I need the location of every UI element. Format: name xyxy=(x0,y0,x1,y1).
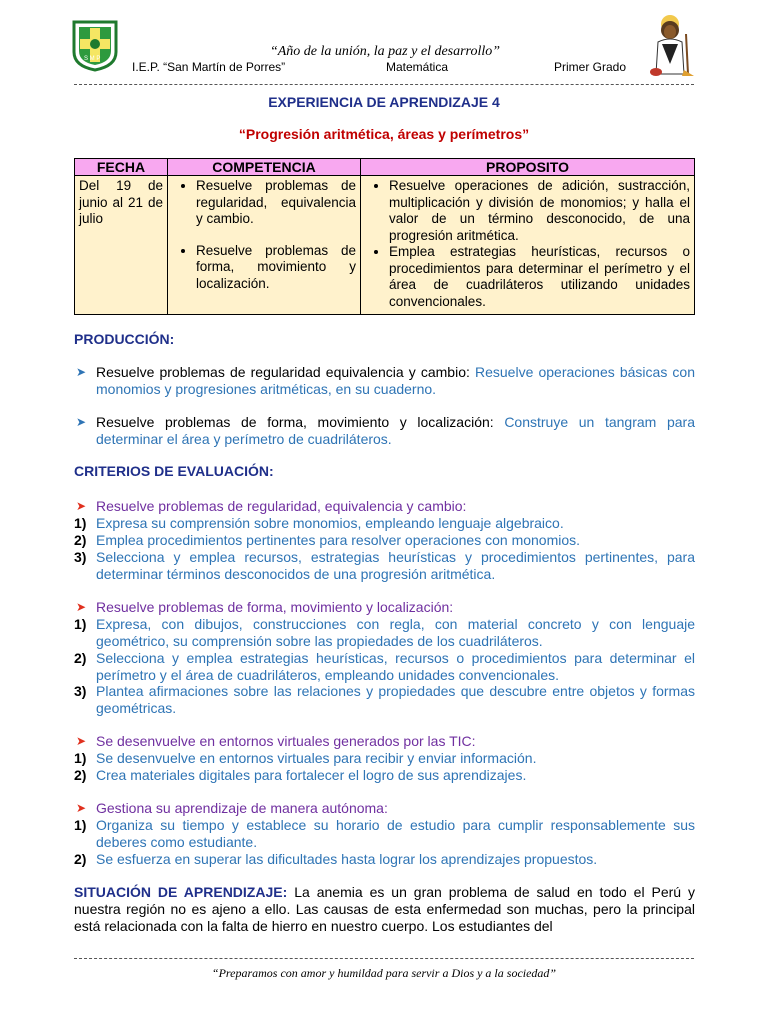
proposito-item: • Resuelve operaciones de adición, sustracción, multiplicación y división de monomios; y halla el valor de un término desconocido, de una progresión aritmética. xyxy=(389,178,690,244)
produccion-lead: Resuelve problemas de regularidad equivalencia y cambio: xyxy=(96,364,475,380)
criterio-item: 3) Plantea afirmaciones sobre las relaciones y propiedades que descubre entre objetos y formas geométricas. xyxy=(74,683,695,716)
page-subtitle: “Progresión aritmética, áreas y perímetros” xyxy=(238,126,530,142)
criterio-item: 1) Expresa, con dibujos, construcciones con regla, con material concreto y con lenguaje geométrico, su comprensión sobre las propiedades de los cuadriláteros. xyxy=(74,616,695,649)
header-divider xyxy=(74,84,694,85)
criterio-item: 2) Crea materiales digitales para fortalecer el logro de sus aprendizajes. xyxy=(74,767,527,783)
header-proposito: PROPOSITO xyxy=(361,159,695,176)
criterio-group-title: ➤ Se desenvuelve en entornos virtuales generados por las TIC: xyxy=(76,733,476,749)
produccion-lead: Resuelve problemas de forma, movimiento y localización: xyxy=(96,414,505,430)
criterio-item: 2) Selecciona y emplea estrategias heurísticas, recursos o procedimientos para determinar el perímetro y el área de cuadriláteros, empleando unidades convencionales. xyxy=(74,650,695,683)
plan-table xyxy=(74,158,695,315)
arrow-bullet-icon: ➤ xyxy=(76,734,87,748)
produccion-heading: PRODUCCIÓN: xyxy=(74,331,175,347)
criterio-group-title: ➤ Resuelve problemas de forma, movimiento y localización: xyxy=(76,599,454,615)
table-row xyxy=(75,176,695,315)
produccion-item xyxy=(74,364,695,398)
footer-motto: “Preparamos con amor y humildad para servir a Dios y a la sociedad” xyxy=(211,966,557,980)
arrow-bullet-icon: ➤ xyxy=(76,415,87,429)
year-motto: “Año de la unión, la paz y el desarrollo” xyxy=(269,44,501,59)
situacion-paragraph xyxy=(74,884,695,935)
produccion-detail: Resuelve operaciones básicas con monomios y progresiones aritméticas, en su cuaderno. xyxy=(96,364,695,397)
competencia-cell xyxy=(168,176,361,315)
criterio-item: 1) Se desenvuelve en entornos virtuales para recibir y enviar información. xyxy=(74,750,537,766)
header-competencia: COMPETENCIA xyxy=(168,159,361,176)
criterio-item: 3) Selecciona y emplea recursos, estrategias heurísticas y procedimientos pertinentes, para determinar términos desconocidos de una progresión aritmética. xyxy=(74,549,695,582)
subject-name: Matemática xyxy=(386,60,449,74)
criterio-item: 1) Organiza su tiempo y establece su horario de estudio para cumplir responsablemente sus deberes como estudiante. xyxy=(74,817,695,850)
proposito-item: • Emplea estrategias heurísticas, recursos o procedimientos para determinar el perímetro y el área de cuadriláteros utilizando unidades convencionales. xyxy=(389,244,690,310)
page-header xyxy=(70,14,700,80)
competencia-item: • Resuelve problemas de regularidad, equivalencia y cambio. xyxy=(196,178,356,228)
criterio-group-title: ➤ Gestiona su aprendizaje de manera autónoma: xyxy=(76,800,388,816)
produccion-item xyxy=(74,414,695,448)
produccion-detail: Construye un tangram para determinar el área y perímetro de cuadriláteros. xyxy=(96,414,695,447)
competencia-item: • Resuelve problemas de forma, movimiento y localización. xyxy=(196,243,356,293)
saint-figure-icon xyxy=(648,14,698,78)
proposito-cell xyxy=(361,176,695,315)
situacion-heading: SITUACIÓN DE APRENDIZAJE: xyxy=(74,884,288,900)
arrow-bullet-icon: ➤ xyxy=(76,600,87,614)
footer-divider xyxy=(74,958,694,959)
page-title: EXPERIENCIA DE APRENDIZAJE 4 xyxy=(268,94,500,110)
criterio-item: 1) Expresa su comprensión sobre monomios, empleando lenguaje algebraico. xyxy=(74,515,564,531)
school-name: I.E.P. “San Martín de Porres” xyxy=(132,60,286,74)
arrow-bullet-icon: ➤ xyxy=(76,365,87,379)
fecha-cell: Del 19 de junio al 21 de julio xyxy=(75,176,168,315)
criterio-item: 2) Se esfuerza en superar las dificultades hasta lograr los aprendizajes propuestos. xyxy=(74,851,598,867)
situacion-text: La anemia es un gran problema de salud en todo el Perú y nuestra región no es ajeno a ello. Las causas de esta enfermedad son muchas, pero la principal está relacionada con la falta de hierro en nuestro cuerpo. Los estudiantes del xyxy=(74,884,695,934)
arrow-bullet-icon: ➤ xyxy=(76,499,87,513)
table-header-row xyxy=(75,159,695,176)
criterio-item: 2) Emplea procedimientos pertinentes para resolver operaciones con monomios. xyxy=(74,532,581,548)
header-fecha: FECHA xyxy=(75,159,168,176)
svg-text:S M P: S M P xyxy=(84,56,101,62)
grade-label: Primer Grado xyxy=(554,60,627,74)
criterio-group-title: ➤ Resuelve problemas de regularidad, equivalencia y cambio: xyxy=(76,498,467,514)
criterios-heading: CRITERIOS DE EVALUACIÓN: xyxy=(74,463,274,479)
arrow-bullet-icon: ➤ xyxy=(76,801,87,815)
